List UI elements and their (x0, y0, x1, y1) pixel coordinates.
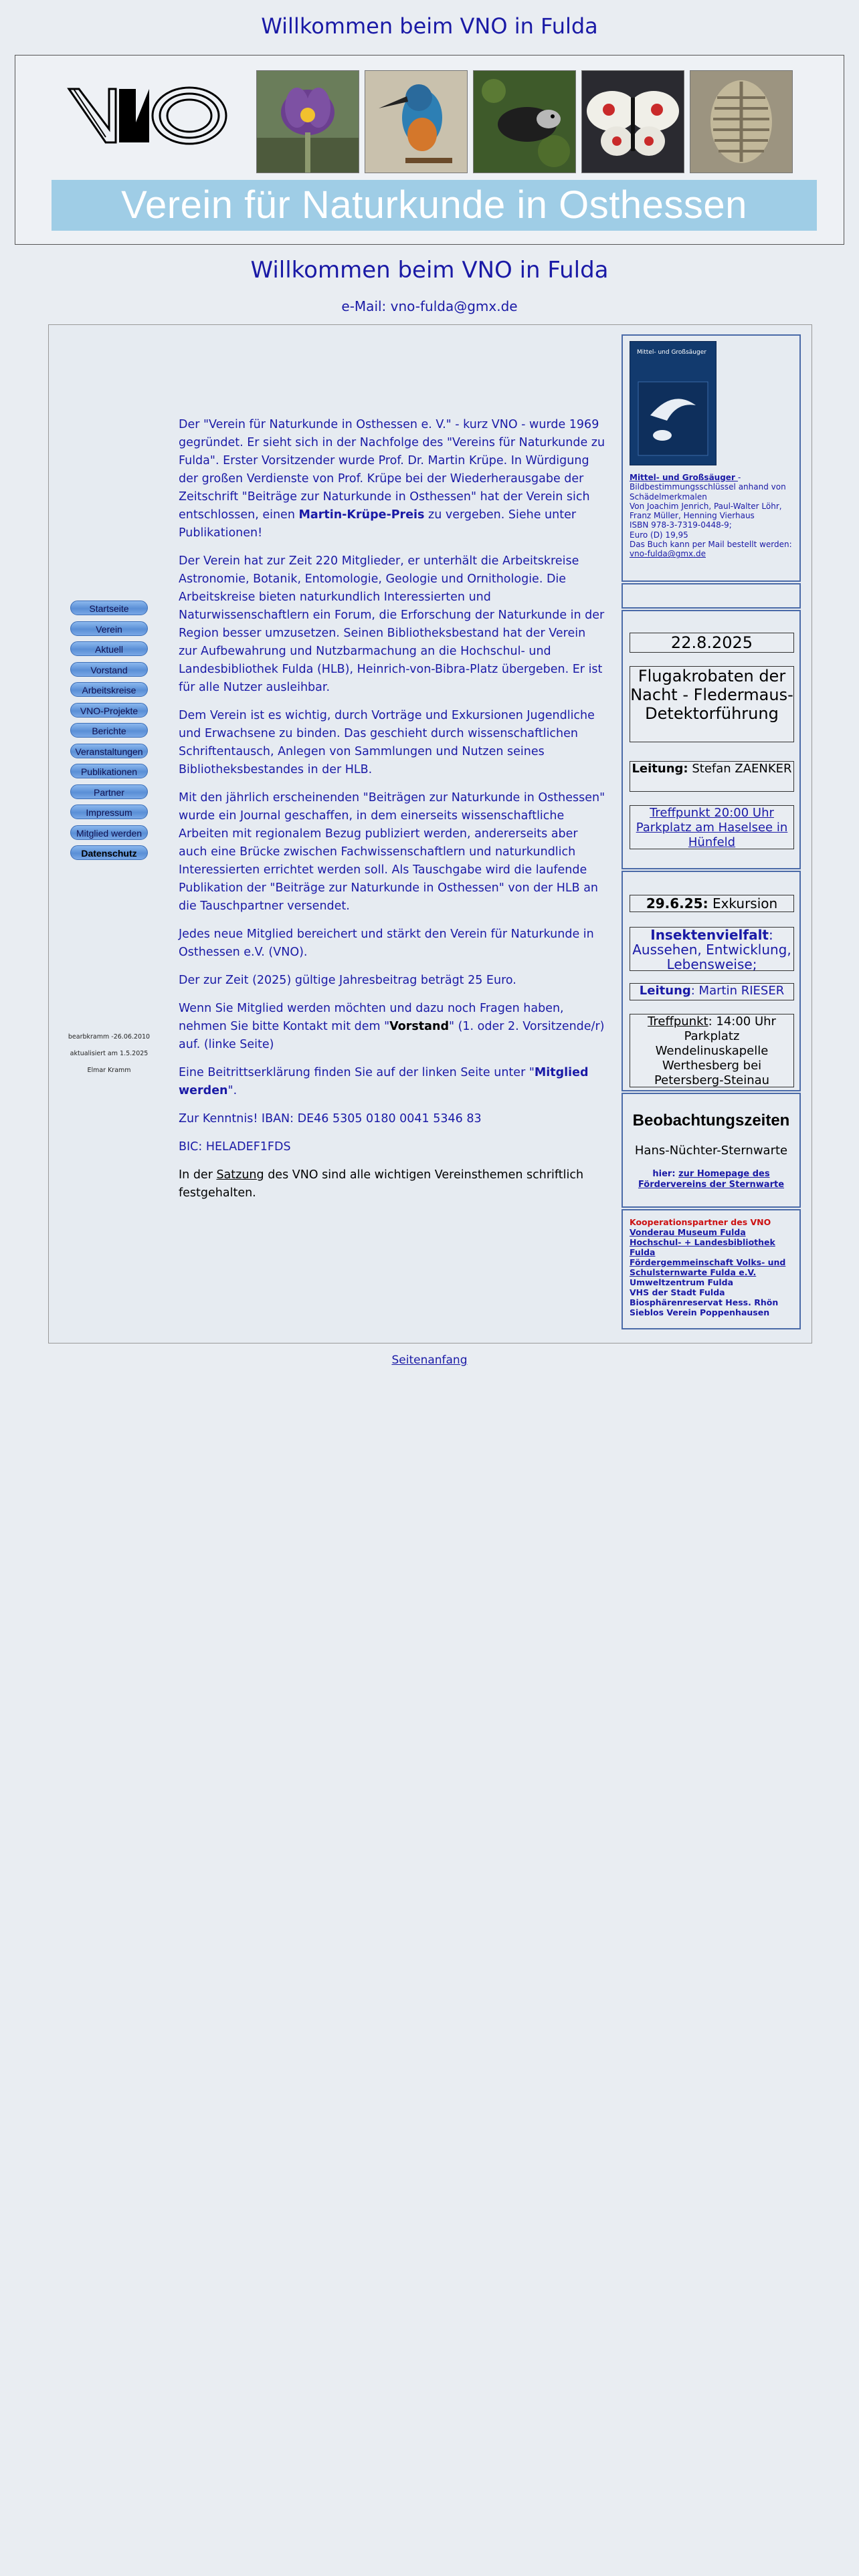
partner-item: VHS der Stadt Fulda (630, 1287, 725, 1297)
book-title-link[interactable]: Mittel- und Großsäuger (630, 473, 739, 482)
new-member-paragraph: Jedes neue Mitglied bereichert und stärkt den Verein für Naturkunde in Osthessen e.V. (VNO). (179, 928, 594, 959)
iban-paragraph: Zur Kenntnis! IBAN: DE46 5305 0180 0041 5346 83 (179, 1112, 482, 1125)
edit-info-line1: bearbkramm -26.06.2010 (68, 1033, 151, 1041)
fossil-photo (690, 70, 793, 173)
event-box-1 (622, 610, 801, 869)
kingfisher-photo (365, 70, 468, 173)
nav-impressum[interactable]: Impressum (70, 804, 148, 819)
nav-partner[interactable]: Partner (70, 784, 148, 799)
banner: Verein für Naturkunde in Osthessen (52, 180, 817, 231)
partner-link[interactable]: Vonderau Museum Fulda (630, 1227, 746, 1237)
svg-text:Mittel- und Großsäuger: Mittel- und Großsäuger (637, 349, 706, 356)
book-email-link[interactable]: vno-fulda@gmx.de (630, 549, 706, 559)
event1-meeting[interactable]: Treffpunkt 20:00 Uhr Parkplatz am Haselsee in Hünfeld (630, 805, 794, 849)
book-cover-image[interactable] (630, 341, 717, 465)
empty-box (622, 583, 801, 609)
header-box (15, 55, 844, 245)
event2-leader: Leitung: Martin RIESER (630, 983, 794, 1000)
partners-box (622, 1209, 801, 1329)
book-box (622, 334, 801, 582)
bic-paragraph: BIC: HELADEF1FDS (179, 1140, 291, 1154)
contact-paragraph: Wenn Sie Mitglied werden möchten und dazu noch Fragen haben, nehmen Sie bitte Kontakt mit dem "Vorstand" (1. oder 2. Vorsitzende/r) auf. (linke Seite) (179, 1002, 605, 1051)
nav-arbeitskreise[interactable]: Arbeitskreise (70, 682, 148, 697)
nav-vorstand[interactable]: Vorstand (70, 662, 148, 677)
observation-title: Beobachtungszeiten (632, 1111, 790, 1130)
members-paragraph: Der Verein hat zur Zeit 220 Mitglieder, er unterhält die Arbeitskreise Astronomie, Botanik, Entomologie, Geologie und Ornithologie. Die Arbeitskreise bieten naturkundlich Interessierten und Naturwissenschaftlern ein Forum, die Erforschung der Naturkunde in der Region besser umzusetzen. Seinen Bibliotheksbestand hat der Verein zur Aufbewahrung und Nutzbarmachung an die Hochschul- und Landesbibliothek Fulda (HLB), Heinrich-von-Bibra-Platz übergeben. Er ist für alle Nutzer ausleihbar. (179, 554, 605, 694)
event1-title: Flugakrobaten der Nacht - Fledermaus-Detektorführung (630, 666, 794, 742)
top-title: Willkommen beim VNO in Fulda (261, 13, 598, 39)
nav-veranstaltungen[interactable]: Veranstaltungen (70, 744, 148, 758)
vno-logo[interactable] (66, 82, 233, 149)
nav-berichte[interactable]: Berichte (70, 723, 148, 738)
nav-aktuell[interactable]: Aktuell (70, 641, 148, 656)
nav-verein[interactable]: Verein (70, 621, 148, 636)
krupe-prize: Martin-Krüpe-Preis (298, 508, 425, 522)
event1-date: 22.8.2025 (630, 633, 794, 653)
observatory-name: Hans-Nüchter-Sternwarte (634, 1144, 788, 1158)
main-text (179, 416, 607, 1212)
nav-mitglied-werden[interactable]: Mitglied werden (70, 825, 148, 840)
back-to-top-link[interactable]: Seitenanfang (391, 1354, 468, 1367)
application-paragraph: Eine Beitrittserklärung finden Sie auf der linken Seite unter "Mitglied werden". (179, 1066, 589, 1097)
event-box-2 (622, 871, 801, 1091)
email-line[interactable]: e-Mail: vno-fulda@gmx.de (341, 298, 518, 314)
event1-leader: Leitung: Stefan ZAENKER (630, 761, 794, 792)
book-text: Mittel- und Großsäuger - Bildbestimmungsschlüssel anhand von Schädelmerkmalen Von Joachim Jenrich, Paul-Walter Löhr, Franz Müller, Henning Vierhaus ISBN 978-3-7319-0448-9; Euro (D) 19,95 Das Buch kann per Mail bestellt werden: vno-fulda@gmx.de (630, 473, 792, 559)
youth-paragraph: Dem Verein ist es wichtig, durch Vorträge und Exkursionen Jugendliche und Erwachsene zu binden. Das geschieht durch wissenschaftlichen Schriftentausch, Anlegen von Sammlungen und Nutzen seines Bibliotheksbestandes in der HLB. (179, 709, 595, 776)
partner-link[interactable]: Fördergemmeinschaft Volks- und Schulsternwarte Fulda e.V. (630, 1257, 786, 1277)
mammal-photo (473, 70, 576, 173)
fee-paragraph: Der zur Zeit (2025) gültige Jahresbeitrag beträgt 25 Euro. (179, 974, 516, 987)
observatory-link[interactable]: hier: zur Homepage des Fördervereins der Sternwarte (638, 1169, 785, 1190)
nav-datenschutz[interactable]: Datenschutz (70, 845, 148, 860)
partner-item: Umweltzentrum Fulda (630, 1277, 734, 1287)
edit-info-line2: aktualisiert am 1.5.2025 (70, 1050, 149, 1057)
nav-publikationen[interactable]: Publikationen (70, 764, 148, 778)
observation-box (622, 1093, 801, 1208)
journal-paragraph: Mit den jährlich erscheinenden "Beiträgen zur Naturkunde in Osthessen" wurde ein Journal geschaffen, in dem einerseits wissenschaftliche Arbeiten mit regionalem Bezug publiziert werden, andererseits aber auch eine Brücke zwischen Fachwissenschaftlern und naturkundlich Interessierten errichtet werden soll. Als Tauschgabe wird die laufende Publikation der "Beiträge zur Naturkunde in Osthessen" von der HLB an die Tauschpartner versendet. (179, 791, 605, 913)
event2-title: Insektenvielfalt: Aussehen, Entwicklung, Lebensweise; (630, 927, 794, 971)
nav-startseite[interactable]: Startseite (70, 601, 148, 615)
edit-info (62, 1029, 156, 1079)
statute-link[interactable]: Satzung (216, 1168, 264, 1182)
nav-vno-projekte[interactable]: VNO-Projekte (70, 703, 148, 718)
butterfly-photo (581, 70, 684, 173)
partner-item: Biosphärenreservat Hess. Rhön (630, 1297, 779, 1307)
edit-info-line3: Elmar Kramm (87, 1067, 131, 1074)
partner-link[interactable]: Hochschul- + Landesbibliothek Fulda (630, 1237, 775, 1257)
statute-paragraph: In der Satzung des VNO sind alle wichtigen Vereinsthemen schriftlich festgehalten. (179, 1168, 584, 1200)
event2-meeting: Treffpunkt: 14:00 Uhr Parkplatz Wendelinuskapelle Werthesberg bei Petersberg-Steinau (630, 1014, 794, 1087)
pasqueflower-photo (256, 70, 359, 173)
intro-paragraph: Der "Verein für Naturkunde in Osthessen e. V." - kurz VNO - wurde 1969 gegründet. Er sieht sich in der Nachfolge des "Vereins für Naturkunde zu Fulda". Erster Vorsitzender wurde Prof. Dr. Martin Krüpe. In Würdigung der großen Verdienste von Prof. Krüpe bei der Wiederherausgabe der Zeitschrift "Beiträge zur Naturkunde in Osthessen" hat der Verein sich entschlossen, einen Martin-Krüpe-Preis zu vergeben. Siehe unter Publikationen! (179, 418, 605, 540)
nav-menu (70, 601, 148, 866)
content-box (48, 324, 812, 1344)
partners-list (630, 1217, 797, 1317)
partner-item: Sieblos Verein Poppenhausen (630, 1307, 770, 1317)
main-title: Willkommen beim VNO in Fulda (250, 257, 609, 284)
partners-heading: Kooperationspartner des VNO (630, 1217, 771, 1227)
event2-date: 29.6.25: Exkursion (630, 895, 794, 912)
